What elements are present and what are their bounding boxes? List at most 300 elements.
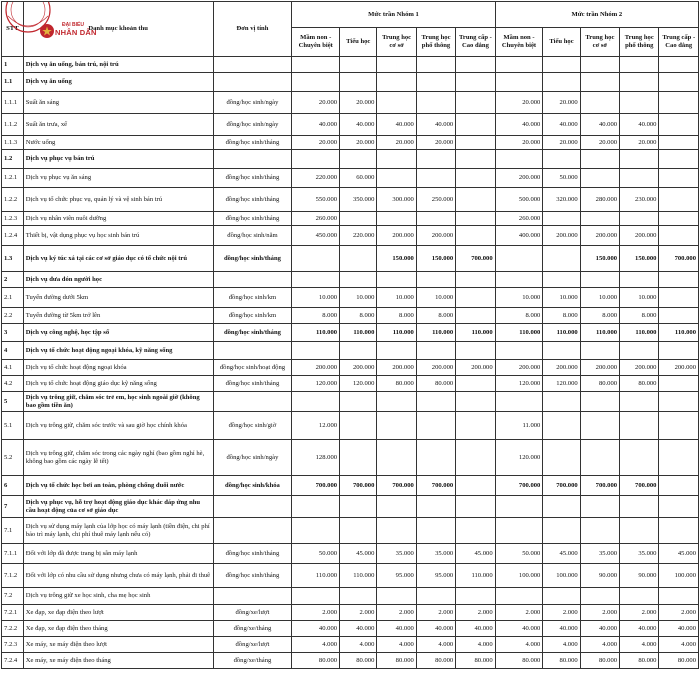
row-stt: 7.2.3 bbox=[2, 637, 24, 653]
row-value: 200.000 bbox=[543, 226, 580, 246]
row-value bbox=[659, 226, 699, 246]
level-header-g2-3: Trung học phổ thông bbox=[620, 28, 659, 57]
logo-line1: ĐẠI BIỂU bbox=[62, 22, 84, 28]
row-value: 45.000 bbox=[543, 544, 580, 564]
row-value: 8.000 bbox=[377, 308, 416, 324]
row-value bbox=[292, 57, 340, 73]
row-stt: 1.2 bbox=[2, 150, 24, 169]
row-name: Xe máy, xe máy điện theo lượt bbox=[23, 637, 213, 653]
row-stt: 4.2 bbox=[2, 376, 24, 392]
table-row bbox=[2, 92, 699, 114]
row-value bbox=[659, 496, 699, 518]
row-value bbox=[659, 476, 699, 496]
row-value bbox=[340, 588, 377, 605]
row-value: 350.000 bbox=[340, 188, 377, 212]
row-value: 80.000 bbox=[456, 653, 495, 669]
row-unit: đồng/học sinh/km bbox=[213, 288, 292, 308]
level-header-g1-4: Trung cấp - Cao đẳng bbox=[456, 28, 495, 57]
row-value bbox=[659, 136, 699, 150]
row-name: Nước uống bbox=[23, 136, 213, 150]
row-stt: 1.2.4 bbox=[2, 226, 24, 246]
row-value: 40.000 bbox=[495, 621, 543, 637]
row-value: 200.000 bbox=[620, 360, 659, 376]
row-unit: đồng/học sinh/tháng bbox=[213, 544, 292, 564]
row-value bbox=[659, 272, 699, 288]
row-value bbox=[456, 136, 495, 150]
table-row bbox=[2, 412, 699, 440]
row-unit: đồng/xe/lượt bbox=[213, 605, 292, 621]
row-value: 80.000 bbox=[580, 376, 619, 392]
row-stt: 5.1 bbox=[2, 412, 24, 440]
row-stt: 1.2.2 bbox=[2, 188, 24, 212]
row-value bbox=[580, 169, 619, 188]
row-value bbox=[456, 308, 495, 324]
table-row bbox=[2, 212, 699, 226]
row-value: 40.000 bbox=[292, 621, 340, 637]
row-value: 2.000 bbox=[292, 605, 340, 621]
level-header-g2-4: Trung cấp - Cao đẳng bbox=[659, 28, 699, 57]
row-value bbox=[416, 212, 455, 226]
level-header-g1-0: Mầm non - Chuyên biệt bbox=[292, 28, 340, 57]
row-value bbox=[377, 272, 416, 288]
row-value bbox=[416, 440, 455, 476]
level-header-g2-1: Tiểu học bbox=[543, 28, 580, 57]
table-body bbox=[2, 57, 699, 669]
row-value bbox=[543, 518, 580, 544]
row-value bbox=[620, 92, 659, 114]
row-value: 40.000 bbox=[620, 621, 659, 637]
row-value: 100.000 bbox=[543, 564, 580, 588]
row-value bbox=[580, 342, 619, 360]
table-row bbox=[2, 476, 699, 496]
row-stt: 5 bbox=[2, 392, 24, 412]
row-value: 120.000 bbox=[340, 376, 377, 392]
row-value: 700.000 bbox=[620, 476, 659, 496]
row-value: 2.000 bbox=[659, 605, 699, 621]
row-value: 40.000 bbox=[620, 114, 659, 136]
row-unit: đồng/học sinh/km bbox=[213, 308, 292, 324]
row-name: Dịch vụ phục vụ bán trú bbox=[23, 150, 213, 169]
row-name: Dịch vụ phục vụ, hỗ trợ hoạt động giáo dục khác đáp ứng nhu cầu hoạt động của cơ sở giáo dục bbox=[23, 496, 213, 518]
row-value bbox=[659, 392, 699, 412]
row-value bbox=[620, 73, 659, 92]
row-value bbox=[495, 342, 543, 360]
row-stt: 1.1.1 bbox=[2, 92, 24, 114]
row-value bbox=[580, 392, 619, 412]
row-unit bbox=[213, 73, 292, 92]
row-value bbox=[659, 73, 699, 92]
row-value bbox=[495, 150, 543, 169]
row-value: 200.000 bbox=[580, 226, 619, 246]
row-value bbox=[292, 246, 340, 272]
row-value: 150.000 bbox=[620, 246, 659, 272]
row-value: 80.000 bbox=[580, 653, 619, 669]
row-unit bbox=[213, 392, 292, 412]
row-value bbox=[377, 57, 416, 73]
row-value bbox=[580, 272, 619, 288]
row-value bbox=[377, 518, 416, 544]
row-value: 110.000 bbox=[456, 324, 495, 342]
row-unit bbox=[213, 150, 292, 169]
row-value bbox=[340, 392, 377, 412]
row-name: Xe máy, xe máy điện theo tháng bbox=[23, 653, 213, 669]
row-value: 45.000 bbox=[659, 544, 699, 564]
row-value bbox=[340, 150, 377, 169]
row-value bbox=[580, 92, 619, 114]
row-value: 200.000 bbox=[580, 360, 619, 376]
table-row bbox=[2, 653, 699, 669]
table-row bbox=[2, 588, 699, 605]
row-name: Dịch vụ tổ chức học bơi an toàn, phòng chống đuối nước bbox=[23, 476, 213, 496]
row-value: 200.000 bbox=[659, 360, 699, 376]
stt-header: STT bbox=[2, 2, 24, 57]
row-value: 8.000 bbox=[292, 308, 340, 324]
row-name: Dịch vụ nhân viên nuôi dưỡng bbox=[23, 212, 213, 226]
row-value bbox=[620, 440, 659, 476]
table-row bbox=[2, 496, 699, 518]
row-value bbox=[580, 518, 619, 544]
row-value bbox=[416, 518, 455, 544]
row-unit bbox=[213, 57, 292, 73]
row-value bbox=[620, 392, 659, 412]
table-row bbox=[2, 376, 699, 392]
row-value: 4.000 bbox=[620, 637, 659, 653]
row-value: 8.000 bbox=[340, 308, 377, 324]
row-value bbox=[456, 114, 495, 136]
row-name: Dịch vụ ăn uống bbox=[23, 73, 213, 92]
row-value bbox=[620, 212, 659, 226]
row-value bbox=[620, 57, 659, 73]
row-stt: 7.1 bbox=[2, 518, 24, 544]
row-value: 250.000 bbox=[416, 188, 455, 212]
row-value: 110.000 bbox=[292, 324, 340, 342]
row-value bbox=[456, 412, 495, 440]
row-value: 4.000 bbox=[456, 637, 495, 653]
row-value bbox=[620, 150, 659, 169]
row-value bbox=[580, 496, 619, 518]
row-value: 80.000 bbox=[377, 653, 416, 669]
row-value: 700.000 bbox=[580, 476, 619, 496]
row-value bbox=[580, 73, 619, 92]
row-value: 10.000 bbox=[543, 288, 580, 308]
row-value: 2.000 bbox=[495, 605, 543, 621]
row-value: 10.000 bbox=[620, 288, 659, 308]
row-value bbox=[456, 376, 495, 392]
row-value: 40.000 bbox=[416, 621, 455, 637]
row-value: 80.000 bbox=[495, 653, 543, 669]
row-stt: 1.1 bbox=[2, 73, 24, 92]
row-value: 35.000 bbox=[580, 544, 619, 564]
row-value bbox=[456, 518, 495, 544]
row-value: 200.000 bbox=[416, 226, 455, 246]
table-row bbox=[2, 621, 699, 637]
level-header-g1-2: Trung học cơ sở bbox=[377, 28, 416, 57]
row-value: 40.000 bbox=[495, 114, 543, 136]
row-value bbox=[456, 440, 495, 476]
row-value: 110.000 bbox=[416, 324, 455, 342]
row-value bbox=[620, 342, 659, 360]
row-value: 700.000 bbox=[659, 246, 699, 272]
row-value: 40.000 bbox=[377, 114, 416, 136]
row-value bbox=[377, 342, 416, 360]
row-value bbox=[456, 57, 495, 73]
row-value: 20.000 bbox=[495, 136, 543, 150]
row-value: 45.000 bbox=[456, 544, 495, 564]
row-value: 2.000 bbox=[340, 605, 377, 621]
row-stt: 5.2 bbox=[2, 440, 24, 476]
row-name: Dịch vụ đưa đón người học bbox=[23, 272, 213, 288]
row-stt: 7.2.1 bbox=[2, 605, 24, 621]
row-unit: đồng/học sinh/ngày bbox=[213, 92, 292, 114]
row-value bbox=[456, 588, 495, 605]
row-value bbox=[340, 73, 377, 92]
row-value: 230.000 bbox=[620, 188, 659, 212]
row-name: Xe đạp, xe đạp điện theo lượt bbox=[23, 605, 213, 621]
row-name: Tuyến đường dưới 5km bbox=[23, 288, 213, 308]
row-unit: đồng/xe/lượt bbox=[213, 637, 292, 653]
row-value: 220.000 bbox=[340, 226, 377, 246]
row-value: 4.000 bbox=[377, 637, 416, 653]
row-unit: đồng/xe/tháng bbox=[213, 621, 292, 637]
row-value: 700.000 bbox=[340, 476, 377, 496]
row-value: 320.000 bbox=[543, 188, 580, 212]
row-value bbox=[620, 588, 659, 605]
row-value bbox=[543, 150, 580, 169]
table-row bbox=[2, 564, 699, 588]
row-value bbox=[377, 73, 416, 92]
row-value bbox=[456, 272, 495, 288]
row-unit: đồng/học sinh/tháng bbox=[213, 136, 292, 150]
row-value: 150.000 bbox=[580, 246, 619, 272]
row-value: 80.000 bbox=[292, 653, 340, 669]
row-value: 20.000 bbox=[543, 136, 580, 150]
row-value: 150.000 bbox=[377, 246, 416, 272]
row-name: Xe đạp, xe đạp điện theo tháng bbox=[23, 621, 213, 637]
row-value: 40.000 bbox=[292, 114, 340, 136]
row-value bbox=[456, 73, 495, 92]
row-value bbox=[456, 188, 495, 212]
row-value: 700.000 bbox=[495, 476, 543, 496]
row-name: Dịch vụ tổ chức hoạt động ngoại khóa, kỹ năng sống bbox=[23, 342, 213, 360]
row-value: 200.000 bbox=[620, 226, 659, 246]
row-value: 20.000 bbox=[340, 136, 377, 150]
row-value: 220.000 bbox=[292, 169, 340, 188]
table-header bbox=[2, 2, 699, 57]
row-name: Dịch vụ ký túc xá tại các cơ sở giáo dục có tổ chức nội trú bbox=[23, 246, 213, 272]
row-unit bbox=[213, 342, 292, 360]
row-value: 2.000 bbox=[416, 605, 455, 621]
row-value: 100.000 bbox=[495, 564, 543, 588]
row-value: 50.000 bbox=[495, 544, 543, 564]
row-value: 20.000 bbox=[416, 136, 455, 150]
row-value: 10.000 bbox=[495, 288, 543, 308]
row-value bbox=[543, 246, 580, 272]
row-value: 700.000 bbox=[292, 476, 340, 496]
row-unit: đồng/học sinh/tháng bbox=[213, 324, 292, 342]
row-value: 200.000 bbox=[416, 360, 455, 376]
row-stt: 4.1 bbox=[2, 360, 24, 376]
row-stt: 2.2 bbox=[2, 308, 24, 324]
row-value: 20.000 bbox=[620, 136, 659, 150]
table-row bbox=[2, 392, 699, 412]
row-unit: đồng/học sinh/giờ bbox=[213, 412, 292, 440]
level-header-g1-3: Trung học phổ thông bbox=[416, 28, 455, 57]
row-value bbox=[620, 518, 659, 544]
row-name: Suất ăn trưa, xế bbox=[23, 114, 213, 136]
row-value: 40.000 bbox=[416, 114, 455, 136]
row-value: 2.000 bbox=[543, 605, 580, 621]
row-value bbox=[377, 392, 416, 412]
row-value bbox=[495, 392, 543, 412]
row-value bbox=[620, 272, 659, 288]
row-value bbox=[416, 272, 455, 288]
row-value bbox=[377, 92, 416, 114]
row-value: 150.000 bbox=[416, 246, 455, 272]
row-value bbox=[543, 212, 580, 226]
table-row bbox=[2, 188, 699, 212]
row-value bbox=[659, 288, 699, 308]
row-stt: 2.1 bbox=[2, 288, 24, 308]
row-value: 40.000 bbox=[580, 114, 619, 136]
row-value bbox=[456, 169, 495, 188]
row-value bbox=[495, 246, 543, 272]
row-unit: đồng/học sinh/tháng bbox=[213, 564, 292, 588]
row-stt: 1 bbox=[2, 57, 24, 73]
row-value bbox=[543, 73, 580, 92]
row-value: 550.000 bbox=[292, 188, 340, 212]
row-value bbox=[659, 376, 699, 392]
row-value bbox=[340, 57, 377, 73]
row-value: 700.000 bbox=[416, 476, 455, 496]
row-value: 8.000 bbox=[495, 308, 543, 324]
row-value: 10.000 bbox=[580, 288, 619, 308]
row-value: 110.000 bbox=[580, 324, 619, 342]
row-value: 80.000 bbox=[543, 653, 580, 669]
row-value: 50.000 bbox=[292, 544, 340, 564]
table-row bbox=[2, 150, 699, 169]
row-value: 40.000 bbox=[659, 621, 699, 637]
row-value bbox=[580, 150, 619, 169]
logo-line2: NHÂN DÂN bbox=[55, 28, 97, 37]
table-row bbox=[2, 324, 699, 342]
level-header-g2-0: Mầm non - Chuyên biệt bbox=[495, 28, 543, 57]
row-value bbox=[416, 150, 455, 169]
row-value: 110.000 bbox=[543, 324, 580, 342]
row-value: 80.000 bbox=[340, 653, 377, 669]
row-value: 80.000 bbox=[659, 653, 699, 669]
row-name: Thiết bị, vật dụng phục vụ học sinh bán trú bbox=[23, 226, 213, 246]
row-value bbox=[580, 412, 619, 440]
row-unit: đồng/học sinh/tháng bbox=[213, 246, 292, 272]
row-value: 35.000 bbox=[377, 544, 416, 564]
row-value bbox=[416, 73, 455, 92]
row-value: 4.000 bbox=[340, 637, 377, 653]
row-name: Dịch vụ trông giữ, chăm sóc trong các ngày nghỉ (bao gồm nghỉ hè, không bao gồm các ngày lễ tết) bbox=[23, 440, 213, 476]
row-value bbox=[456, 288, 495, 308]
row-stt: 1.2.3 bbox=[2, 212, 24, 226]
row-value bbox=[292, 342, 340, 360]
row-value bbox=[659, 412, 699, 440]
row-value bbox=[340, 272, 377, 288]
row-value: 260.000 bbox=[292, 212, 340, 226]
row-value bbox=[543, 440, 580, 476]
row-value bbox=[580, 588, 619, 605]
row-stt: 7.2.4 bbox=[2, 653, 24, 669]
row-unit: đồng/học sinh/khóa bbox=[213, 476, 292, 496]
row-value: 90.000 bbox=[580, 564, 619, 588]
row-unit: đồng/học sinh/ngày bbox=[213, 114, 292, 136]
row-value: 20.000 bbox=[377, 136, 416, 150]
row-value: 12.000 bbox=[292, 412, 340, 440]
table-row bbox=[2, 342, 699, 360]
row-value bbox=[543, 342, 580, 360]
table-row bbox=[2, 73, 699, 92]
row-value: 4.000 bbox=[495, 637, 543, 653]
row-unit: đồng/học sinh/tháng bbox=[213, 188, 292, 212]
row-value: 80.000 bbox=[416, 653, 455, 669]
row-unit: đồng/học sinh/tháng bbox=[213, 212, 292, 226]
row-value bbox=[456, 92, 495, 114]
row-value bbox=[495, 272, 543, 288]
row-value bbox=[340, 518, 377, 544]
row-unit: đồng/xe/tháng bbox=[213, 653, 292, 669]
row-value: 120.000 bbox=[292, 376, 340, 392]
row-stt: 3 bbox=[2, 324, 24, 342]
row-name: Dịch vụ ăn uống, bán trú, nội trú bbox=[23, 57, 213, 73]
row-value bbox=[495, 518, 543, 544]
row-value: 40.000 bbox=[340, 621, 377, 637]
row-value: 10.000 bbox=[340, 288, 377, 308]
row-unit: đồng/học sinh/ngày bbox=[213, 440, 292, 476]
row-value bbox=[659, 57, 699, 73]
row-stt: 2 bbox=[2, 272, 24, 288]
row-value: 120.000 bbox=[495, 440, 543, 476]
row-value bbox=[659, 308, 699, 324]
row-stt: 1.1.3 bbox=[2, 136, 24, 150]
row-value: 4.000 bbox=[580, 637, 619, 653]
table-row bbox=[2, 114, 699, 136]
row-value bbox=[456, 226, 495, 246]
table-row bbox=[2, 57, 699, 73]
table-row bbox=[2, 544, 699, 564]
row-value: 4.000 bbox=[659, 637, 699, 653]
row-value bbox=[340, 440, 377, 476]
unit-header: Đơn vị tính bbox=[213, 2, 292, 57]
row-value bbox=[495, 588, 543, 605]
row-value bbox=[377, 440, 416, 476]
row-value: 700.000 bbox=[543, 476, 580, 496]
row-value bbox=[456, 212, 495, 226]
row-value bbox=[543, 412, 580, 440]
row-value bbox=[456, 392, 495, 412]
row-value bbox=[340, 496, 377, 518]
row-stt: 7.1.1 bbox=[2, 544, 24, 564]
row-unit: đồng/học sinh/hoạt động bbox=[213, 360, 292, 376]
row-name: Dịch vụ tổ chức hoạt động giáo dục kỹ năng sống bbox=[23, 376, 213, 392]
row-unit bbox=[213, 496, 292, 518]
row-value bbox=[292, 150, 340, 169]
row-stt: 1.1.2 bbox=[2, 114, 24, 136]
row-value: 110.000 bbox=[620, 324, 659, 342]
row-value: 80.000 bbox=[416, 376, 455, 392]
row-value bbox=[292, 588, 340, 605]
row-value: 200.000 bbox=[495, 169, 543, 188]
row-value bbox=[377, 212, 416, 226]
row-value: 500.000 bbox=[495, 188, 543, 212]
row-value bbox=[580, 57, 619, 73]
row-value bbox=[495, 57, 543, 73]
table-row bbox=[2, 288, 699, 308]
